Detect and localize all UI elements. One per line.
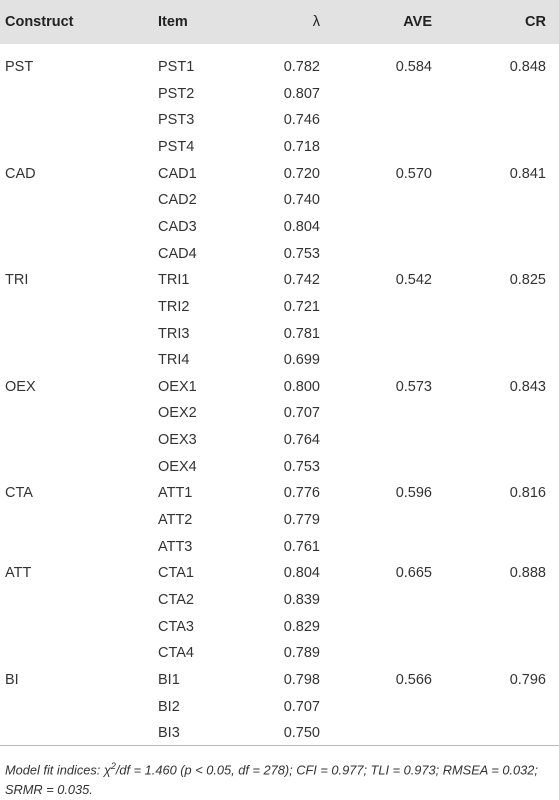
ave-cell: 0.584	[395, 59, 432, 75]
lambda-cell: 0.781	[283, 325, 320, 342]
lambda-cell: 0.707	[283, 698, 320, 715]
table-row	[0, 666, 559, 693]
lambda-cell: 0.782	[283, 59, 320, 75]
item-cell: PST2	[158, 85, 195, 102]
table-row	[0, 213, 559, 240]
lambda-cell: 0.761	[283, 538, 320, 555]
table-row	[0, 320, 559, 347]
item-cell: TRI3	[158, 325, 190, 342]
item-cell: OEX4	[158, 458, 197, 475]
construct-cell: CAD	[5, 165, 36, 182]
table-row	[0, 479, 559, 506]
item-cell: CAD4	[158, 245, 197, 262]
lambda-cell: 0.746	[283, 112, 320, 129]
lambda-cell: 0.753	[283, 458, 320, 475]
table-row	[0, 346, 559, 373]
lambda-cell: 0.699	[283, 352, 320, 369]
item-cell: TRI1	[158, 272, 190, 289]
footnote-prefix: Model fit indices: χ	[5, 762, 111, 778]
construct-cell: BI	[5, 671, 19, 688]
cr-cell: 0.888	[509, 565, 546, 582]
item-cell: CAD3	[158, 218, 197, 235]
lambda-cell: 0.720	[283, 165, 320, 182]
lambda-cell: 0.740	[283, 192, 320, 209]
table-row	[0, 506, 559, 533]
item-cell: OEX1	[158, 378, 197, 395]
lambda-cell: 0.721	[283, 298, 320, 315]
table-row	[0, 399, 559, 426]
table-row	[0, 639, 559, 666]
construct-cell: CTA	[5, 485, 33, 502]
table-row	[0, 559, 559, 586]
item-cell: OEX3	[158, 432, 197, 449]
item-cell: PST1	[158, 59, 195, 75]
table-row	[0, 266, 559, 293]
table-header	[0, 0, 559, 44]
lambda-cell: 0.804	[283, 565, 320, 582]
item-cell: ATT2	[158, 512, 193, 529]
table-row	[0, 186, 559, 213]
lambda-cell: 0.764	[283, 432, 320, 449]
construct-cell: TRI	[5, 272, 29, 289]
ave-cell: 0.566	[395, 671, 432, 688]
header-lambda: λ	[312, 14, 320, 30]
cr-cell: 0.843	[509, 378, 546, 395]
lambda-cell: 0.800	[283, 378, 320, 395]
construct-cell: PST	[5, 59, 34, 75]
table-row	[0, 719, 559, 746]
table-row	[0, 613, 559, 640]
table-row	[0, 106, 559, 133]
item-cell: ATT1	[158, 485, 193, 502]
cr-cell: 0.816	[509, 485, 546, 502]
lambda-cell: 0.829	[283, 618, 320, 635]
item-cell: CTA1	[158, 565, 194, 582]
lambda-cell: 0.804	[283, 218, 320, 235]
ave-cell: 0.596	[395, 485, 432, 502]
table-row	[0, 293, 559, 320]
table-row	[0, 53, 559, 80]
header-ave: AVE	[403, 14, 432, 30]
cr-cell: 0.796	[509, 671, 546, 688]
item-cell: CTA4	[158, 645, 194, 662]
table-row	[0, 80, 559, 107]
item-cell: TRI4	[158, 352, 190, 369]
item-cell: BI2	[158, 698, 180, 715]
table-row	[0, 533, 559, 560]
lambda-cell: 0.753	[283, 245, 320, 262]
item-cell: ATT3	[158, 538, 193, 555]
ave-cell: 0.665	[395, 565, 432, 582]
lambda-cell: 0.798	[283, 671, 320, 688]
footnote-text: /df = 1.460 (p < 0.05, df = 278); CFI = 0.977; TLI = 0.973; RMSEA = 0.032; SRMR = 0.035.	[5, 762, 538, 798]
item-cell: CTA3	[158, 618, 194, 635]
footnote-superscript: 2	[110, 761, 116, 771]
table-row	[0, 160, 559, 187]
header-cr: CR	[525, 14, 546, 30]
table-footnote	[5, 756, 553, 800]
item-cell: PST3	[158, 112, 195, 129]
table-row	[0, 373, 559, 400]
item-cell: BI3	[158, 725, 180, 742]
lambda-cell: 0.807	[283, 85, 320, 102]
item-cell: OEX2	[158, 405, 197, 422]
lambda-cell: 0.742	[283, 272, 320, 289]
table-row	[0, 426, 559, 453]
item-cell: TRI2	[158, 298, 190, 315]
lambda-cell: 0.776	[283, 485, 320, 502]
cr-cell: 0.848	[509, 59, 546, 75]
item-cell: CAD2	[158, 192, 197, 209]
header-item: Item	[158, 14, 188, 30]
item-cell: CTA2	[158, 592, 194, 608]
header-construct: Construct	[5, 14, 74, 30]
ave-cell: 0.570	[395, 165, 432, 182]
cr-cell: 0.841	[509, 165, 546, 182]
lambda-cell: 0.750	[283, 725, 320, 742]
table-row	[0, 453, 559, 480]
ave-cell: 0.573	[395, 378, 432, 395]
cr-cell: 0.825	[509, 272, 546, 289]
item-cell: CAD1	[158, 165, 197, 182]
table-row	[0, 586, 559, 613]
item-cell: BI1	[158, 671, 180, 688]
table-row	[0, 240, 559, 267]
construct-cell: OEX	[5, 378, 36, 395]
lambda-cell: 0.789	[283, 645, 320, 662]
lambda-cell: 0.707	[283, 405, 320, 422]
table-bottom-rule	[0, 745, 559, 746]
ave-cell: 0.542	[395, 272, 432, 289]
lambda-cell: 0.718	[283, 138, 320, 155]
table-row	[0, 693, 559, 720]
lambda-cell: 0.839	[283, 592, 320, 608]
table-row	[0, 133, 559, 160]
item-cell: PST4	[158, 138, 195, 155]
lambda-cell: 0.779	[283, 512, 320, 529]
construct-cell: ATT	[5, 565, 32, 582]
